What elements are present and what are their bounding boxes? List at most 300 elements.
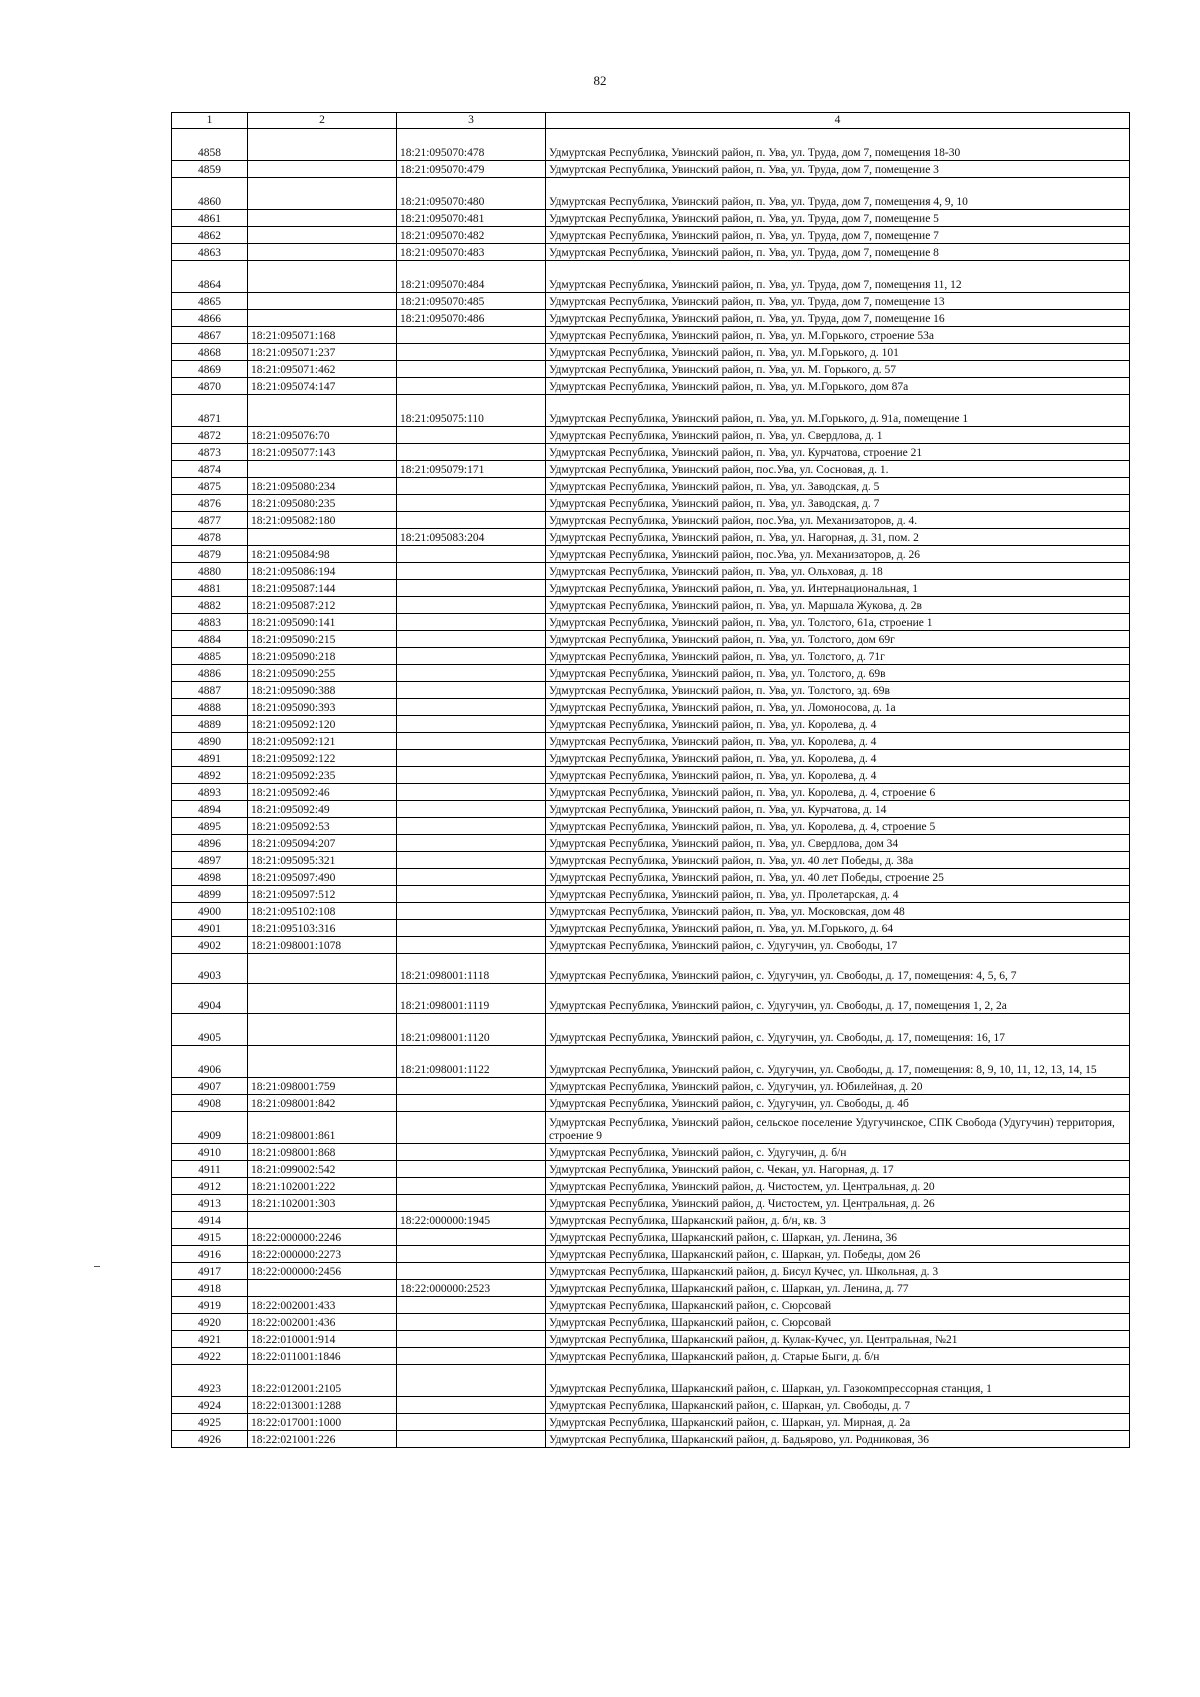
- address-cell: Удмуртская Республика, Увинский район, п. Ува, ул. М. Горького, д. 57: [546, 361, 1130, 378]
- premises-cadastral-cell: [397, 1195, 546, 1212]
- address-cell: Удмуртская Республика, Шарканский район, д. Кулак-Кучес, ул. Центральная, №21: [546, 1331, 1130, 1348]
- premises-cadastral-cell: [397, 327, 546, 344]
- row-number-cell: 4875: [172, 478, 248, 495]
- address-cell: Удмуртская Республика, Увинский район, с. Удугучин, ул. Свободы, д. 17, помещения: 8, 9, 10, 11, 12, 13, 14, 15: [546, 1046, 1130, 1078]
- cadastral-number-cell: 18:21:095092:122: [248, 750, 397, 767]
- header-col-2: 2: [248, 113, 397, 129]
- cadastral-number-cell: 18:21:095090:218: [248, 648, 397, 665]
- cadastral-number-cell: 18:22:000000:2456: [248, 1263, 397, 1280]
- cadastral-number-cell: 18:22:002001:433: [248, 1297, 397, 1314]
- address-cell: Удмуртская Республика, Увинский район, п. Ува, ул. Труда, дом 7, помещения 18-30: [546, 129, 1130, 161]
- row-number-cell: 4889: [172, 716, 248, 733]
- address-cell: Удмуртская Республика, Увинский район, п. Ува, ул. Толстого, д. 71г: [546, 648, 1130, 665]
- row-number-cell: 4902: [172, 937, 248, 954]
- table-row: [172, 1314, 1130, 1331]
- premises-cadastral-cell: [397, 852, 546, 869]
- premises-cadastral-cell: [397, 835, 546, 852]
- address-cell: Удмуртская Республика, Увинский район, с. Удугучин, ул. Свободы, 17: [546, 937, 1130, 954]
- row-number-cell: 4922: [172, 1348, 248, 1365]
- table-row: [172, 512, 1130, 529]
- premises-cadastral-cell: 18:21:095070:479: [397, 161, 546, 178]
- address-cell: Удмуртская Республика, Увинский район, пос.Ува, ул. Механизаторов, д. 26: [546, 546, 1130, 563]
- address-cell: Удмуртская Республика, Шарканский район, с. Шаркан, ул. Победы, дом 26: [546, 1246, 1130, 1263]
- address-cell: Удмуртская Республика, Увинский район, п. Ува, ул. Заводская, д. 5: [546, 478, 1130, 495]
- row-number-cell: 4891: [172, 750, 248, 767]
- table-row: [172, 1263, 1130, 1280]
- address-cell: Удмуртская Республика, Шарканский район, с. Шаркан, ул. Мирная, д. 2а: [546, 1414, 1130, 1431]
- cadastral-number-cell: 18:22:000000:2246: [248, 1229, 397, 1246]
- premises-cadastral-cell: 18:21:098001:1119: [397, 984, 546, 1014]
- row-number-cell: 4874: [172, 461, 248, 478]
- premises-cadastral-cell: [397, 1414, 546, 1431]
- table-row: [172, 614, 1130, 631]
- table-row: [172, 461, 1130, 478]
- cadastral-number-cell: 18:21:095097:490: [248, 869, 397, 886]
- premises-cadastral-cell: [397, 1263, 546, 1280]
- table-row: [172, 529, 1130, 546]
- table-row: [172, 665, 1130, 682]
- address-cell: Удмуртская Республика, Увинский район, п. Ува, ул. Курчатова, д. 14: [546, 801, 1130, 818]
- cadastral-number-cell: [248, 244, 397, 261]
- header-col-4: 4: [546, 113, 1130, 129]
- cadastral-number-cell: 18:21:098001:759: [248, 1078, 397, 1095]
- premises-cadastral-cell: [397, 427, 546, 444]
- address-cell: Удмуртская Республика, Увинский район, п. Ува, ул. Королева, д. 4, строение 6: [546, 784, 1130, 801]
- table-row: [172, 1246, 1130, 1263]
- premises-cadastral-cell: [397, 937, 546, 954]
- address-cell: Удмуртская Республика, Увинский район, п. Ува, ул. Труда, дом 7, помещение 13: [546, 293, 1130, 310]
- address-cell: Удмуртская Республика, Увинский район, сельское поселение Удугучинское, СПК Свобода (Удугучин) территория, строение 9: [546, 1112, 1130, 1144]
- address-cell: Удмуртская Республика, Увинский район, пос.Ува, ул. Механизаторов, д. 4.: [546, 512, 1130, 529]
- cadastral-number-cell: 18:21:095074:147: [248, 378, 397, 395]
- address-cell: Удмуртская Республика, Увинский район, с. Удугучин, ул. Юбилейная, д. 20: [546, 1078, 1130, 1095]
- premises-cadastral-cell: [397, 1095, 546, 1112]
- address-cell: Удмуртская Республика, Увинский район, с. Удугучин, ул. Свободы, д. 17, помещения: 16, 17: [546, 1014, 1130, 1046]
- premises-cadastral-cell: [397, 1331, 546, 1348]
- cadastral-number-cell: 18:21:095092:49: [248, 801, 397, 818]
- address-cell: Удмуртская Республика, Увинский район, п. Ува, ул. 40 лет Победы, строение 25: [546, 869, 1130, 886]
- table-row: [172, 495, 1130, 512]
- cadastral-number-cell: 18:21:095094:207: [248, 835, 397, 852]
- row-number-cell: 4890: [172, 733, 248, 750]
- address-cell: Удмуртская Республика, Увинский район, с. Удугучин, ул. Свободы, д. 17, помещения: 4, 5, 6, 7: [546, 954, 1130, 984]
- premises-cadastral-cell: [397, 1365, 546, 1397]
- row-number-cell: 4916: [172, 1246, 248, 1263]
- address-cell: Удмуртская Республика, Увинский район, п. Ува, ул. Маршала Жукова, д. 2в: [546, 597, 1130, 614]
- table-row: [172, 1365, 1130, 1397]
- table-row: [172, 1229, 1130, 1246]
- premises-cadastral-cell: [397, 1144, 546, 1161]
- table-row: [172, 920, 1130, 937]
- table-row: [172, 954, 1130, 984]
- address-cell: Удмуртская Республика, Увинский район, пос.Ува, ул. Сосновая, д. 1.: [546, 461, 1130, 478]
- table-row: [172, 869, 1130, 886]
- table-row: [172, 699, 1130, 716]
- table-row: [172, 1178, 1130, 1195]
- cadastral-number-cell: 18:21:095071:237: [248, 344, 397, 361]
- table-row: [172, 1397, 1130, 1414]
- premises-cadastral-cell: [397, 631, 546, 648]
- cadastral-number-cell: 18:21:095103:316: [248, 920, 397, 937]
- table-row: [172, 227, 1130, 244]
- premises-cadastral-cell: [397, 344, 546, 361]
- table-row: [172, 716, 1130, 733]
- cadastral-number-cell: [248, 178, 397, 210]
- row-number-cell: 4914: [172, 1212, 248, 1229]
- row-number-cell: 4894: [172, 801, 248, 818]
- address-cell: Удмуртская Республика, Увинский район, п. Ува, ул. Королева, д. 4: [546, 733, 1130, 750]
- cadastral-number-cell: 18:21:098001:1078: [248, 937, 397, 954]
- table-row: [172, 580, 1130, 597]
- row-number-cell: 4911: [172, 1161, 248, 1178]
- address-cell: Удмуртская Республика, Шарканский район, с. Шаркан, ул. Свободы, д. 7: [546, 1397, 1130, 1414]
- row-number-cell: 4880: [172, 563, 248, 580]
- premises-cadastral-cell: [397, 580, 546, 597]
- table-row: [172, 129, 1130, 161]
- table-row: [172, 984, 1130, 1014]
- cadastral-number-cell: 18:21:095092:235: [248, 767, 397, 784]
- address-cell: Удмуртская Республика, Увинский район, п. Ува, ул. Нагорная, д. 31, пом. 2: [546, 529, 1130, 546]
- table-row: [172, 427, 1130, 444]
- address-cell: Удмуртская Республика, Увинский район, п. Ува, ул. Свердлова, д. 1: [546, 427, 1130, 444]
- table-row: [172, 444, 1130, 461]
- table-row: [172, 937, 1130, 954]
- cadastral-number-cell: [248, 1212, 397, 1229]
- row-number-cell: 4882: [172, 597, 248, 614]
- premises-cadastral-cell: [397, 750, 546, 767]
- cadastral-number-cell: [248, 954, 397, 984]
- cadastral-number-cell: [248, 227, 397, 244]
- row-number-cell: 4877: [172, 512, 248, 529]
- row-number-cell: 4872: [172, 427, 248, 444]
- table-row: [172, 1331, 1130, 1348]
- cadastral-number-cell: 18:21:095097:512: [248, 886, 397, 903]
- cadastral-number-cell: 18:21:095071:168: [248, 327, 397, 344]
- table-row: [172, 631, 1130, 648]
- address-cell: Удмуртская Республика, Увинский район, п. Ува, ул. Труда, дом 7, помещение 8: [546, 244, 1130, 261]
- premises-cadastral-cell: [397, 378, 546, 395]
- premises-cadastral-cell: 18:22:000000:1945: [397, 1212, 546, 1229]
- table-row: [172, 597, 1130, 614]
- premises-cadastral-cell: [397, 648, 546, 665]
- premises-cadastral-cell: [397, 1397, 546, 1414]
- table-row: [172, 750, 1130, 767]
- cadastral-number-cell: 18:21:095092:53: [248, 818, 397, 835]
- cadastral-number-cell: 18:21:095092:121: [248, 733, 397, 750]
- address-cell: Удмуртская Республика, Увинский район, п. Ува, ул. Курчатова, строение 21: [546, 444, 1130, 461]
- address-cell: Удмуртская Республика, Увинский район, п. Ува, ул. Королева, д. 4: [546, 716, 1130, 733]
- table-row: [172, 784, 1130, 801]
- premises-cadastral-cell: [397, 818, 546, 835]
- premises-cadastral-cell: [397, 801, 546, 818]
- table-row: [172, 1195, 1130, 1212]
- row-number-cell: 4908: [172, 1095, 248, 1112]
- address-cell: Удмуртская Республика, Увинский район, с. Удугучин, д. б/н: [546, 1144, 1130, 1161]
- cadastral-number-cell: 18:21:095090:215: [248, 631, 397, 648]
- row-number-cell: 4925: [172, 1414, 248, 1431]
- premises-cadastral-cell: [397, 444, 546, 461]
- cadastral-number-cell: [248, 1014, 397, 1046]
- premises-cadastral-cell: 18:21:095070:484: [397, 261, 546, 293]
- premises-cadastral-cell: [397, 512, 546, 529]
- row-number-cell: 4858: [172, 129, 248, 161]
- cadastral-number-cell: 18:22:013001:1288: [248, 1397, 397, 1414]
- address-cell: Удмуртская Республика, Увинский район, п. Ува, ул. 40 лет Победы, д. 38а: [546, 852, 1130, 869]
- row-number-cell: 4862: [172, 227, 248, 244]
- cadastral-number-cell: [248, 461, 397, 478]
- premises-cadastral-cell: [397, 903, 546, 920]
- cadastral-number-cell: 18:21:095087:212: [248, 597, 397, 614]
- premises-cadastral-cell: [397, 1112, 546, 1144]
- table-row: [172, 1095, 1130, 1112]
- premises-cadastral-cell: [397, 478, 546, 495]
- cadastral-number-cell: 18:21:095082:180: [248, 512, 397, 529]
- cadastral-number-cell: [248, 161, 397, 178]
- address-cell: Удмуртская Республика, Увинский район, п. Ува, ул. Труда, дом 7, помещение 16: [546, 310, 1130, 327]
- cadastral-number-cell: 18:21:095071:462: [248, 361, 397, 378]
- row-number-cell: 4871: [172, 395, 248, 427]
- address-cell: Удмуртская Республика, Увинский район, п. Ува, ул. Труда, дом 7, помещения 4, 9, 10: [546, 178, 1130, 210]
- premises-cadastral-cell: 18:21:095083:204: [397, 529, 546, 546]
- cadastral-number-cell: [248, 310, 397, 327]
- premises-cadastral-cell: 18:21:095070:483: [397, 244, 546, 261]
- premises-cadastral-cell: [397, 495, 546, 512]
- address-cell: Удмуртская Республика, Увинский район, с. Удугучин, ул. Свободы, д. 4б: [546, 1095, 1130, 1112]
- table-row: [172, 733, 1130, 750]
- row-number-cell: 4901: [172, 920, 248, 937]
- table-row: [172, 1144, 1130, 1161]
- cadastral-number-cell: 18:21:098001:842: [248, 1095, 397, 1112]
- table-row: [172, 310, 1130, 327]
- row-number-cell: 4886: [172, 665, 248, 682]
- premises-cadastral-cell: [397, 682, 546, 699]
- row-number-cell: 4868: [172, 344, 248, 361]
- premises-cadastral-cell: [397, 1161, 546, 1178]
- address-cell: Удмуртская Республика, Увинский район, п. Ува, ул. Труда, дом 7, помещения 11, 12: [546, 261, 1130, 293]
- address-cell: Удмуртская Республика, Увинский район, д. Чистостем, ул. Центральная, д. 20: [546, 1178, 1130, 1195]
- address-cell: Удмуртская Республика, Увинский район, д. Чистостем, ул. Центральная, д. 26: [546, 1195, 1130, 1212]
- address-cell: Удмуртская Республика, Увинский район, с. Удугучин, ул. Свободы, д. 17, помещения 1, 2, 2а: [546, 984, 1130, 1014]
- cadastral-number-cell: 18:21:095087:144: [248, 580, 397, 597]
- address-cell: Удмуртская Республика, Шарканский район, д. б/н, кв. 3: [546, 1212, 1130, 1229]
- cadastral-number-cell: 18:22:021001:226: [248, 1431, 397, 1448]
- row-number-cell: 4885: [172, 648, 248, 665]
- cadastral-number-cell: 18:21:095090:393: [248, 699, 397, 716]
- address-cell: Удмуртская Республика, Шарканский район, с. Шаркан, ул. Газокомпрессорная станция, 1: [546, 1365, 1130, 1397]
- cadastral-number-cell: 18:21:095095:321: [248, 852, 397, 869]
- cadastral-number-cell: 18:22:017001:1000: [248, 1414, 397, 1431]
- table-row: [172, 1014, 1130, 1046]
- cadastral-number-cell: 18:21:095086:194: [248, 563, 397, 580]
- row-number-cell: 4861: [172, 210, 248, 227]
- table-row: [172, 344, 1130, 361]
- header-col-1: 1: [172, 113, 248, 129]
- address-cell: Удмуртская Республика, Шарканский район, д. Старые Быги, д. б/н: [546, 1348, 1130, 1365]
- address-cell: Удмуртская Республика, Увинский район, п. Ува, ул. Труда, дом 7, помещение 3: [546, 161, 1130, 178]
- cadastral-number-cell: 18:21:095090:388: [248, 682, 397, 699]
- row-number-cell: 4926: [172, 1431, 248, 1448]
- premises-cadastral-cell: [397, 886, 546, 903]
- address-cell: Удмуртская Республика, Увинский район, п. Ува, ул. Толстого, д. 69в: [546, 665, 1130, 682]
- row-number-cell: 4905: [172, 1014, 248, 1046]
- row-number-cell: 4900: [172, 903, 248, 920]
- table-row: [172, 852, 1130, 869]
- table-row: [172, 682, 1130, 699]
- address-cell: Удмуртская Республика, Шарканский район, д. Бисул Кучес, ул. Школьная, д. 3: [546, 1263, 1130, 1280]
- cadastral-number-cell: 18:21:099002:542: [248, 1161, 397, 1178]
- row-number-cell: 4920: [172, 1314, 248, 1331]
- premises-cadastral-cell: [397, 546, 546, 563]
- address-cell: Удмуртская Республика, Шарканский район, с. Шаркан, ул. Ленина, 36: [546, 1229, 1130, 1246]
- premises-cadastral-cell: [397, 1078, 546, 1095]
- cadastral-number-cell: [248, 210, 397, 227]
- address-cell: Удмуртская Республика, Увинский район, п. Ува, ул. Труда, дом 7, помещение 7: [546, 227, 1130, 244]
- row-number-cell: 4912: [172, 1178, 248, 1195]
- row-number-cell: 4863: [172, 244, 248, 261]
- address-cell: Удмуртская Республика, Увинский район, п. Ува, ул. Королева, д. 4: [546, 767, 1130, 784]
- address-cell: Удмуртская Республика, Увинский район, п. Ува, ул. Ломоносова, д. 1а: [546, 699, 1130, 716]
- registry-table: [171, 112, 1130, 1448]
- premises-cadastral-cell: 18:21:098001:1118: [397, 954, 546, 984]
- table-row: [172, 903, 1130, 920]
- cadastral-number-cell: 18:21:095092:120: [248, 716, 397, 733]
- row-number-cell: 4906: [172, 1046, 248, 1078]
- cadastral-number-cell: 18:21:095102:108: [248, 903, 397, 920]
- premises-cadastral-cell: [397, 597, 546, 614]
- page-number: 82: [593, 73, 607, 88]
- cadastral-number-cell: 18:21:095080:235: [248, 495, 397, 512]
- cadastral-number-cell: 18:22:000000:2273: [248, 1246, 397, 1263]
- row-number-cell: 4867: [172, 327, 248, 344]
- row-number-cell: 4913: [172, 1195, 248, 1212]
- address-cell: Удмуртская Республика, Увинский район, п. Ува, ул. Свердлова, дом 34: [546, 835, 1130, 852]
- row-number-cell: 4887: [172, 682, 248, 699]
- row-number-cell: 4903: [172, 954, 248, 984]
- address-cell: Удмуртская Республика, Увинский район, п. Ува, ул. Интернациональная, 1: [546, 580, 1130, 597]
- address-cell: Удмуртская Республика, Шарканский район, д. Бадьярово, ул. Родниковая, 36: [546, 1431, 1130, 1448]
- row-number-cell: 4876: [172, 495, 248, 512]
- cadastral-number-cell: 18:21:095080:234: [248, 478, 397, 495]
- table-row: [172, 1112, 1130, 1144]
- row-number-cell: 4923: [172, 1365, 248, 1397]
- cadastral-number-cell: 18:22:010001:914: [248, 1331, 397, 1348]
- row-number-cell: 4909: [172, 1112, 248, 1144]
- row-number-cell: 4919: [172, 1297, 248, 1314]
- table-row: [172, 648, 1130, 665]
- address-cell: Удмуртская Республика, Увинский район, п. Ува, ул. М.Горького, д. 91а, помещение 1: [546, 395, 1130, 427]
- address-cell: Удмуртская Республика, Увинский район, п. Ува, ул. Толстого, дом 69г: [546, 631, 1130, 648]
- premises-cadastral-cell: [397, 1314, 546, 1331]
- row-number-cell: 4883: [172, 614, 248, 631]
- address-cell: Удмуртская Республика, Увинский район, п. Ува, ул. М.Горького, д. 101: [546, 344, 1130, 361]
- cadastral-number-cell: [248, 395, 397, 427]
- table-row: [172, 818, 1130, 835]
- premises-cadastral-cell: 18:22:000000:2523: [397, 1280, 546, 1297]
- row-number-cell: 4892: [172, 767, 248, 784]
- cadastral-number-cell: 18:21:095076:70: [248, 427, 397, 444]
- row-number-cell: 4904: [172, 984, 248, 1014]
- row-number-cell: 4865: [172, 293, 248, 310]
- registry-table-container: [171, 112, 1129, 1448]
- premises-cadastral-cell: [397, 1178, 546, 1195]
- cadastral-number-cell: [248, 529, 397, 546]
- table-row: [172, 1414, 1130, 1431]
- premises-cadastral-cell: [397, 1229, 546, 1246]
- row-number-cell: 4878: [172, 529, 248, 546]
- table-row: [172, 244, 1130, 261]
- address-cell: Удмуртская Республика, Увинский район, п. Ува, ул. Королева, д. 4: [546, 750, 1130, 767]
- premises-cadastral-cell: [397, 665, 546, 682]
- table-row: [172, 1046, 1130, 1078]
- cadastral-number-cell: [248, 261, 397, 293]
- row-number-cell: 4884: [172, 631, 248, 648]
- table-row: [172, 210, 1130, 227]
- address-cell: Удмуртская Республика, Увинский район, п. Ува, ул. Толстого, зд. 69в: [546, 682, 1130, 699]
- row-number-cell: 4870: [172, 378, 248, 395]
- premises-cadastral-cell: 18:21:098001:1120: [397, 1014, 546, 1046]
- row-number-cell: 4898: [172, 869, 248, 886]
- row-number-cell: 4893: [172, 784, 248, 801]
- cadastral-number-cell: [248, 984, 397, 1014]
- premises-cadastral-cell: [397, 361, 546, 378]
- table-row: [172, 886, 1130, 903]
- row-number-cell: 4869: [172, 361, 248, 378]
- cadastral-number-cell: 18:21:098001:861: [248, 1112, 397, 1144]
- margin-mark: [94, 1266, 100, 1267]
- table-row: [172, 801, 1130, 818]
- row-number-cell: 4899: [172, 886, 248, 903]
- table-row: [172, 261, 1130, 293]
- table-row: [172, 563, 1130, 580]
- row-number-cell: 4881: [172, 580, 248, 597]
- table-row: [172, 478, 1130, 495]
- header-col-3: 3: [397, 113, 546, 129]
- premises-cadastral-cell: 18:21:095079:171: [397, 461, 546, 478]
- table-row: [172, 1348, 1130, 1365]
- row-number-cell: 4897: [172, 852, 248, 869]
- table-row: [172, 378, 1130, 395]
- premises-cadastral-cell: [397, 716, 546, 733]
- address-cell: Удмуртская Республика, Увинский район, п. Ува, ул. М.Горького, д. 64: [546, 920, 1130, 937]
- cadastral-number-cell: 18:22:002001:436: [248, 1314, 397, 1331]
- row-number-cell: 4915: [172, 1229, 248, 1246]
- address-cell: Удмуртская Республика, Увинский район, с. Чекан, ул. Нагорная, д. 17: [546, 1161, 1130, 1178]
- table-row: [172, 293, 1130, 310]
- cadastral-number-cell: 18:21:102001:222: [248, 1178, 397, 1195]
- address-cell: Удмуртская Республика, Увинский район, п. Ува, ул. Московская, дом 48: [546, 903, 1130, 920]
- table-row: [172, 1297, 1130, 1314]
- premises-cadastral-cell: 18:21:095070:486: [397, 310, 546, 327]
- address-cell: Удмуртская Республика, Увинский район, п. Ува, ул. Толстого, 61а, строение 1: [546, 614, 1130, 631]
- table-row: [172, 161, 1130, 178]
- row-number-cell: 4896: [172, 835, 248, 852]
- table-row: [172, 361, 1130, 378]
- cadastral-number-cell: 18:21:095090:141: [248, 614, 397, 631]
- row-number-cell: 4910: [172, 1144, 248, 1161]
- row-number-cell: 4859: [172, 161, 248, 178]
- row-number-cell: 4860: [172, 178, 248, 210]
- cadastral-number-cell: 18:22:011001:1846: [248, 1348, 397, 1365]
- cadastral-number-cell: 18:21:098001:868: [248, 1144, 397, 1161]
- table-row: [172, 1078, 1130, 1095]
- premises-cadastral-cell: [397, 1297, 546, 1314]
- table-row: [172, 767, 1130, 784]
- premises-cadastral-cell: 18:21:098001:1122: [397, 1046, 546, 1078]
- table-row: [172, 1280, 1130, 1297]
- cadastral-number-cell: 18:21:095092:46: [248, 784, 397, 801]
- row-number-cell: 4918: [172, 1280, 248, 1297]
- address-cell: Удмуртская Республика, Шарканский район, с. Шаркан, ул. Ленина, д. 77: [546, 1280, 1130, 1297]
